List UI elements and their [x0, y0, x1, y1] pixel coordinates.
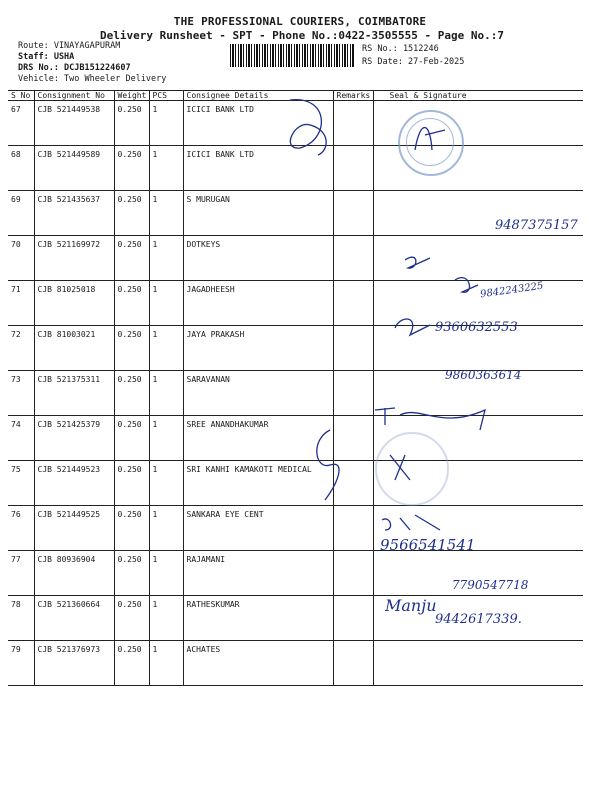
cell-pcs: 1 — [149, 281, 183, 326]
cell-consignee: SARAVANAN — [183, 371, 333, 416]
handwritten-phone-69: 9487375157 — [495, 218, 578, 233]
cell-weight: 0.250 — [114, 146, 149, 191]
rs-date: RS Date: 27-Feb-2025 — [362, 57, 465, 67]
cell-sno: 76 — [8, 506, 34, 551]
handwritten-phone-72: 9360632553 — [435, 320, 518, 335]
rs-number: RS No.: 1512246 — [362, 44, 439, 54]
cell-pcs: 1 — [149, 641, 183, 686]
col-consignee-header: Consignee Details — [183, 91, 333, 101]
signature-scribble-77 — [382, 515, 440, 530]
handwritten-phone-79: 9442617339. — [435, 612, 522, 627]
document-title: THE PROFESSIONAL COURIERS, COIMBATORE — [173, 15, 427, 28]
cell-consignment: CJB 521360664 — [34, 596, 114, 641]
cell-weight: 0.250 — [114, 281, 149, 326]
cell-consignee: ACHATES — [183, 641, 333, 686]
cell-consignee: RATHESKUMAR — [183, 596, 333, 641]
cell-consignment: CJB 521449523 — [34, 461, 114, 506]
vehicle-label: Vehicle: Two Wheeler Delivery — [18, 74, 167, 84]
col-remarks-header: Remarks — [333, 91, 373, 101]
cell-sno: 77 — [8, 551, 34, 596]
cell-weight: 0.250 — [114, 371, 149, 416]
cell-sno: 74 — [8, 416, 34, 461]
handwritten-phone-73: 9860363614 — [445, 368, 522, 382]
cell-sno: 75 — [8, 461, 34, 506]
cell-consignee: SREE ANANDHAKUMAR — [183, 416, 333, 461]
cell-weight: 0.250 — [114, 236, 149, 281]
cell-weight: 0.250 — [114, 551, 149, 596]
cell-weight: 0.250 — [114, 596, 149, 641]
signature-scribble-74 — [375, 408, 485, 430]
signature-scribble-72 — [395, 319, 430, 335]
cell-pcs: 1 — [149, 371, 183, 416]
cell-consignee: RAJAMANI — [183, 551, 333, 596]
cell-weight: 0.250 — [114, 506, 149, 551]
cell-consignee: ICICI BANK LTD — [183, 101, 333, 146]
signature-scribble-67b — [415, 128, 445, 151]
cell-consignee: JAGADHEESH — [183, 281, 333, 326]
col-signature-header: Seal & Signature — [373, 91, 583, 101]
cell-consignment: CJB 521435637 — [34, 191, 114, 236]
cell-sno: 71 — [8, 281, 34, 326]
cell-pcs: 1 — [149, 461, 183, 506]
cell-consignee: SANKARA EYE CENT — [183, 506, 333, 551]
cell-pcs: 1 — [149, 146, 183, 191]
cell-consignment: CJB 521375311 — [34, 371, 114, 416]
cell-consignee: DOTKEYS — [183, 236, 333, 281]
drs-number: DRS No.: DCJB151224607 — [18, 63, 131, 73]
cell-pcs: 1 — [149, 191, 183, 236]
col-pcs-header: PCS — [149, 91, 183, 101]
handwritten-phone-78: 7790547718 — [452, 578, 529, 592]
cell-consignment: CJB 521376973 — [34, 641, 114, 686]
document-subtitle: Delivery Runsheet - SPT - Phone No.:0422-3505555 - Page No.:7 — [100, 29, 504, 42]
signature-scribble-71 — [455, 278, 478, 293]
cell-sno: 79 — [8, 641, 34, 686]
signature-scribble-75 — [317, 430, 339, 500]
cell-pcs: 1 — [149, 236, 183, 281]
cell-pcs: 1 — [149, 101, 183, 146]
signature-scribble-76 — [390, 455, 410, 480]
cell-pcs: 1 — [149, 416, 183, 461]
cell-sno: 69 — [8, 191, 34, 236]
cell-consignment: CJB 81003021 — [34, 326, 114, 371]
cell-consignment: CJB 521169972 — [34, 236, 114, 281]
cell-pcs: 1 — [149, 596, 183, 641]
cell-weight: 0.250 — [114, 416, 149, 461]
signature-scribble-67 — [290, 100, 326, 155]
cell-weight: 0.250 — [114, 641, 149, 686]
cell-consignment: CJB 521449589 — [34, 146, 114, 191]
cell-sno: 67 — [8, 101, 34, 146]
cell-sno: 68 — [8, 146, 34, 191]
cell-sno: 72 — [8, 326, 34, 371]
handwritten-phone-77: 9566541541 — [380, 536, 476, 554]
cell-consignee: SRI KANHI KAMAKOTI MEDICAL — [183, 461, 333, 506]
cell-weight: 0.250 — [114, 461, 149, 506]
cell-weight: 0.250 — [114, 191, 149, 236]
col-weight-header: Weight — [114, 91, 149, 101]
cell-consignment: CJB 521449538 — [34, 101, 114, 146]
cell-consignee: JAYA PRAKASH — [183, 326, 333, 371]
cell-consignee: ICICI BANK LTD — [183, 146, 333, 191]
staff-label: Staff: USHA — [18, 52, 75, 62]
cell-sno: 73 — [8, 371, 34, 416]
cell-sno: 70 — [8, 236, 34, 281]
cell-consignment: CJB 521449525 — [34, 506, 114, 551]
cell-consignment: CJB 80936904 — [34, 551, 114, 596]
cell-consignee: S MURUGAN — [183, 191, 333, 236]
cell-consignment: CJB 81025018 — [34, 281, 114, 326]
route-label: Route: VINAYAGAPURAM — [18, 41, 121, 51]
cell-weight: 0.250 — [114, 101, 149, 146]
cell-weight: 0.250 — [114, 326, 149, 371]
handwritten-name-79: Manju — [385, 596, 437, 615]
handwritten-phone-71: 9842243225 — [479, 280, 545, 301]
cell-sno: 78 — [8, 596, 34, 641]
col-sno-header: S No — [8, 91, 34, 101]
cell-pcs: 1 — [149, 506, 183, 551]
cell-consignment: CJB 521425379 — [34, 416, 114, 461]
cell-pcs: 1 — [149, 326, 183, 371]
col-consignment-header: Consignment No — [34, 91, 114, 101]
signature-scribble-70 — [405, 257, 430, 268]
cell-pcs: 1 — [149, 551, 183, 596]
